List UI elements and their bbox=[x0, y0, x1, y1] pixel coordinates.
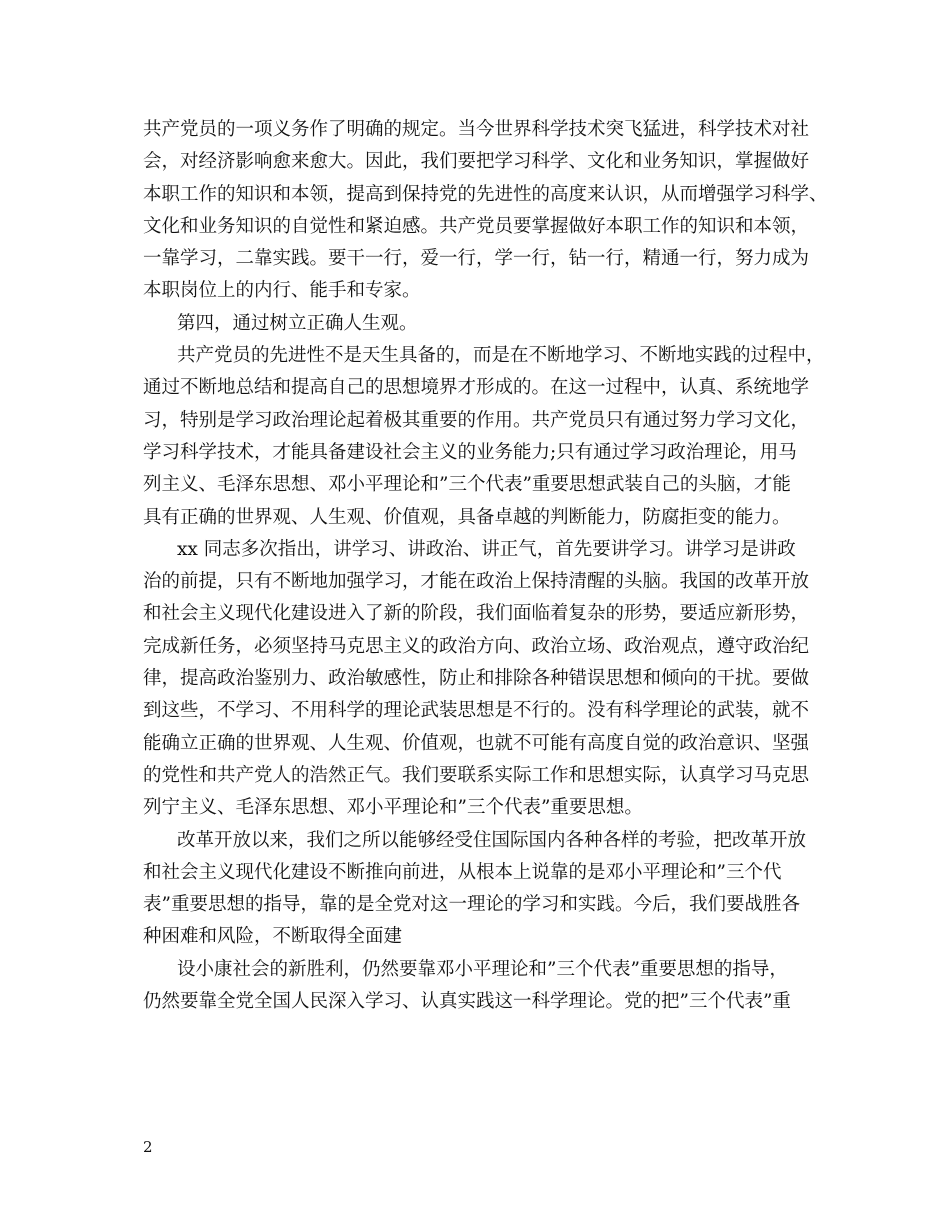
text-line: 一靠学习，二靠实践。要干一行，爱一行，学一行，钻一行，精通一行，努力成为 bbox=[143, 248, 810, 270]
text-line: 列主义、毛泽东思想、邓小平理论和”三个代表”重要思想武装自己的头脑，才能 bbox=[143, 474, 791, 496]
text-line: xx 同志多次指出，讲学习、讲政治、讲正气，首先要讲学习。讲学习是讲政 bbox=[177, 538, 796, 560]
text-line: 习，特别是学习政治理论起着极其重要的作用。共产党员只有通过努力学习文化， bbox=[143, 409, 810, 431]
text-line: 列宁主义、毛泽东思想、邓小平理论和”三个代表”重要思想。 bbox=[143, 797, 643, 819]
text-line: 能确立正确的世界观、人生观、价值观，也就不可能有高度自觉的政治意识、坚强 bbox=[143, 732, 810, 754]
text-line: 律，提高政治鉴别力、政治敏感性，防止和排除各种错误思想和倾向的干扰。要做 bbox=[143, 668, 810, 690]
text-line: 共产党员的先进性不是天生具备的，而是在不断地学习、不断地实践的过程中， bbox=[177, 345, 825, 367]
text-line: 通过不断地总结和提高自己的思想境界才形成的。在这一过程中，认真、系统地学 bbox=[143, 377, 810, 399]
text-line: 的党性和共产党人的浩然正气。我们要联系实际工作和思想实际，认真学习马克思 bbox=[143, 764, 810, 786]
text-line: 种困难和风险，不断取得全面建 bbox=[143, 926, 403, 948]
text-line: 到这些，不学习、不用科学的理论武装思想是不行的。没有科学理论的武装，就不 bbox=[143, 700, 810, 722]
text-line: 会，对经济影响愈来愈大。因此，我们要把学习科学、文化和业务知识，掌握做好 bbox=[143, 151, 810, 173]
text-line: 表”重要思想的指导，靠的是全党对这一理论的学习和实践。今后，我们要战胜各 bbox=[143, 894, 800, 916]
text-line: 仍然要靠全党全国人民深入学习、认真实践这一科学理论。党的把”三个代表”重 bbox=[143, 991, 791, 1013]
text-line: 具有正确的世界观、人生观、价值观，具备卓越的判断能力，防腐拒变的能力。 bbox=[143, 506, 791, 528]
text-line: 共产党员的一项义务作了明确的规定。当今世界科学技术突飞猛进，科学技术对社 bbox=[143, 119, 810, 140]
body-text bbox=[143, 114, 828, 1018]
text-line: 和社会主义现代化建设进入了新的阶段，我们面临着复杂的形势，要适应新形势， bbox=[143, 603, 810, 625]
page-number: 2 bbox=[143, 1138, 153, 1156]
text-line: 设小康社会的新胜利，仍然要靠邓小平理论和”三个代表”重要思想的指导， bbox=[177, 958, 788, 980]
text-line: 文化和业务知识的自觉性和紧迫感。共产党员要掌握做好本职工作的知识和本领， bbox=[143, 215, 810, 237]
text-line: 学习科学技术，才能具备建设社会主义的业务能力;只有通过学习政治理论，用马 bbox=[143, 441, 797, 463]
text-line: 治的前提，只有不断地加强学习，才能在政治上保持清醒的头脑。我国的改革开放 bbox=[143, 571, 810, 593]
text-line: 改革开放以来，我们之所以能够经受住国际国内各种各样的考验，把改革开放 bbox=[177, 829, 807, 851]
text-line: 本职工作的知识和本领，提高到保持党的先进性的高度来认识，从而增强学习科学、 bbox=[143, 183, 828, 205]
text-line: 完成新任务，必须坚持马克思主义的政治方向、政治立场、政治观点，遵守政治纪 bbox=[143, 635, 810, 657]
text-line: 第四，通过树立正确人生观。 bbox=[177, 312, 418, 334]
text-line: 本职岗位上的内行、能手和专家。 bbox=[143, 280, 421, 302]
text-line: 和社会主义现代化建设不断推向前进，从根本上说靠的是邓小平理论和”三个代 bbox=[143, 861, 782, 883]
